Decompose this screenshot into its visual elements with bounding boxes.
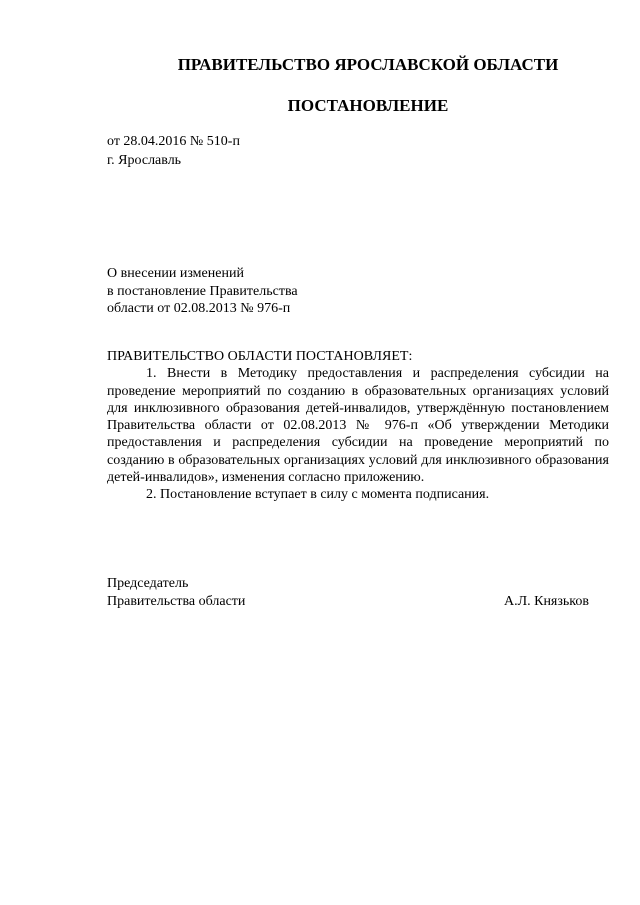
signatory-organization: Правительства области — [107, 594, 246, 609]
preamble: ПРАВИТЕЛЬСТВО ОБЛАСТИ ПОСТАНОВЛЯЕТ: — [107, 349, 413, 364]
document-type-heading: ПОСТАНОВЛЕНИЕ — [287, 96, 449, 115]
signature-block — [107, 575, 589, 611]
signatory-name: А.Л. Князьков — [504, 594, 589, 609]
city: г. Ярославль — [107, 153, 182, 168]
decree-item-1: 1. Внести в Методику предоставления и распределения субсидии на проведение мероприятий по созданию в образовательных организациях условий для инклюзивного образования детей-инвалидов, утверждённую постановлением Правительства области от 02.08.2013 № 976-п «Об утверждении Методики предоставления и распределения субсидии на проведение мероприятий по созданию в образовательных организациях условий для инклюзивного образования детей-инвалидов», изменения согласно приложению. — [107, 366, 609, 486]
date-number: от 28.04.2016 № 510-п — [107, 134, 240, 149]
document-meta — [107, 132, 240, 170]
subject-line: в постановление Правительства — [107, 283, 298, 299]
decree-body — [107, 348, 609, 504]
decree-item-2: 2. Постановление вступает в силу с момента подписания. — [146, 487, 490, 503]
subject-line: О внесении изменений — [107, 266, 244, 281]
subject-block — [107, 265, 298, 318]
signature-row — [107, 593, 589, 611]
subject-line: области от 02.08.2013 № 976-п — [107, 301, 291, 316]
signatory-title: Председатель — [107, 576, 189, 591]
government-title: ПРАВИТЕЛЬСТВО ЯРОСЛАВСКОЙ ОБЛАСТИ — [177, 55, 559, 74]
